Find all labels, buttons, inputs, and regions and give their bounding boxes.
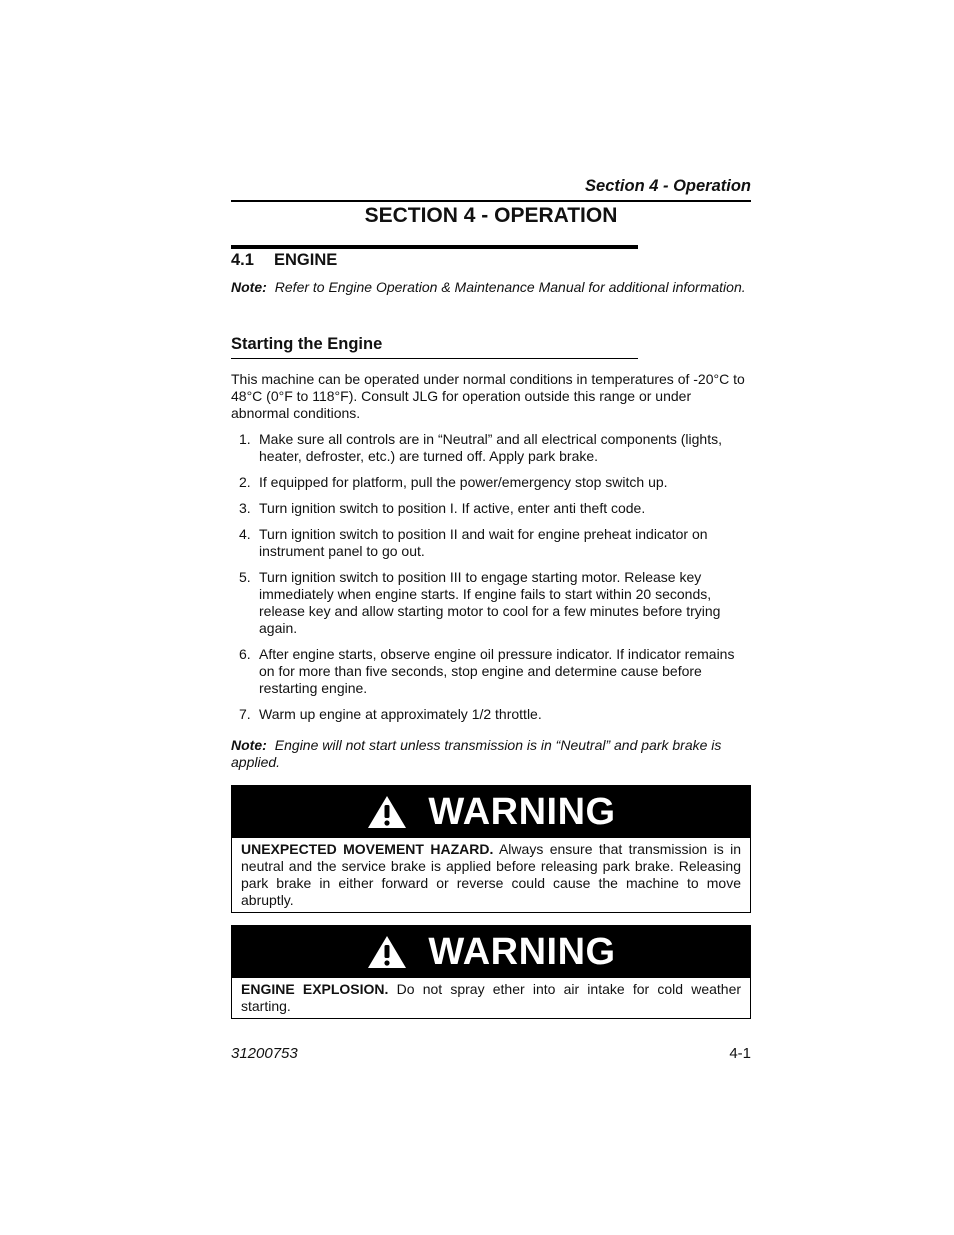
step-text: After engine starts, observe engine oil pressure indicator. If indicator remains on for more than five seconds, stop engine and determine cause before restarting engine. bbox=[259, 646, 735, 696]
subsection-number: 4.1 bbox=[231, 251, 254, 269]
list-item bbox=[231, 474, 751, 491]
subsection-heading bbox=[231, 251, 337, 270]
note-label: Note: bbox=[231, 737, 267, 753]
list-item bbox=[231, 500, 751, 517]
warning-header bbox=[232, 786, 750, 838]
section-rule bbox=[231, 245, 638, 249]
note-label: Note: bbox=[231, 279, 267, 295]
step-text: If equipped for platform, pull the power/emergency stop switch up. bbox=[259, 474, 668, 490]
starting-rule bbox=[231, 358, 638, 359]
note-text: Refer to Engine Operation & Maintenance Manual for additional information. bbox=[274, 279, 746, 295]
step-number: 3. bbox=[239, 500, 251, 516]
step-number: 4. bbox=[239, 526, 251, 542]
list-item bbox=[231, 569, 751, 637]
list-item bbox=[231, 431, 751, 465]
warning-lead: ENGINE EXPLOSION. bbox=[241, 981, 389, 997]
steps-list bbox=[231, 431, 751, 732]
step-text: Turn ignition switch to position I. If active, enter anti theft code. bbox=[259, 500, 646, 516]
warning-box-movement bbox=[231, 785, 751, 913]
step-text: Warm up engine at approximately 1/2 throttle. bbox=[259, 706, 542, 722]
warning-word: WARNING bbox=[428, 930, 616, 973]
step-text: Make sure all controls are in “Neutral” and all electrical components (lights, heater, defroster, etc.) are turned off. Apply park brake. bbox=[259, 431, 722, 464]
section-title: SECTION 4 - OPERATION bbox=[364, 204, 618, 227]
step-number: 1. bbox=[239, 431, 251, 447]
list-item bbox=[231, 706, 751, 723]
page-number: 4-1 bbox=[729, 1045, 751, 1062]
warning-text bbox=[232, 978, 750, 1019]
engine-note bbox=[231, 279, 761, 295]
warning-box-explosion bbox=[231, 925, 751, 1019]
warning-triangle-icon bbox=[366, 934, 408, 970]
step-number: 2. bbox=[239, 474, 251, 490]
intro-paragraph: This machine can be operated under normal conditions in temperatures of -20°C to 48°C (0°F to 118°F). Consult JLG for operation outside this range or under abnormal conditions. bbox=[231, 371, 745, 421]
header-rule bbox=[231, 200, 751, 202]
neutral-note bbox=[231, 737, 751, 771]
step-text: Turn ignition switch to position III to engage starting motor. Release key immediately when engine starts. If engine fails to start within 20 seconds, release key and allow starting motor to cool for a few minutes before trying again. bbox=[259, 569, 721, 636]
warning-text bbox=[232, 838, 750, 913]
warning-body: Always ensure that transmission is in neutral and the service brake is applied before releasing park brake. Releasing park brake in either forward or reverse could cause the machine to move abruptly. bbox=[241, 841, 741, 908]
list-item bbox=[231, 526, 751, 560]
note-text: Engine will not start unless transmission is in “Neutral” and park brake is applied. bbox=[231, 737, 722, 770]
step-number: 5. bbox=[239, 569, 251, 585]
subsection-title: ENGINE bbox=[274, 251, 338, 269]
warning-lead: UNEXPECTED MOVEMENT HAZARD. bbox=[241, 841, 494, 857]
starting-heading: Starting the Engine bbox=[231, 335, 383, 353]
warning-word: WARNING bbox=[428, 790, 616, 833]
step-text: Turn ignition switch to position II and wait for engine preheat indicator on instrument panel to go out. bbox=[259, 526, 708, 559]
warning-header bbox=[232, 926, 750, 978]
warning-body: Do not spray ether into air intake for cold weather starting. bbox=[241, 981, 742, 1014]
list-item bbox=[231, 646, 751, 697]
step-number: 6. bbox=[239, 646, 251, 662]
step-number: 7. bbox=[239, 706, 251, 722]
running-header: Section 4 - Operation bbox=[585, 177, 751, 195]
document-number: 31200753 bbox=[231, 1045, 298, 1062]
warning-triangle-icon bbox=[366, 794, 408, 830]
